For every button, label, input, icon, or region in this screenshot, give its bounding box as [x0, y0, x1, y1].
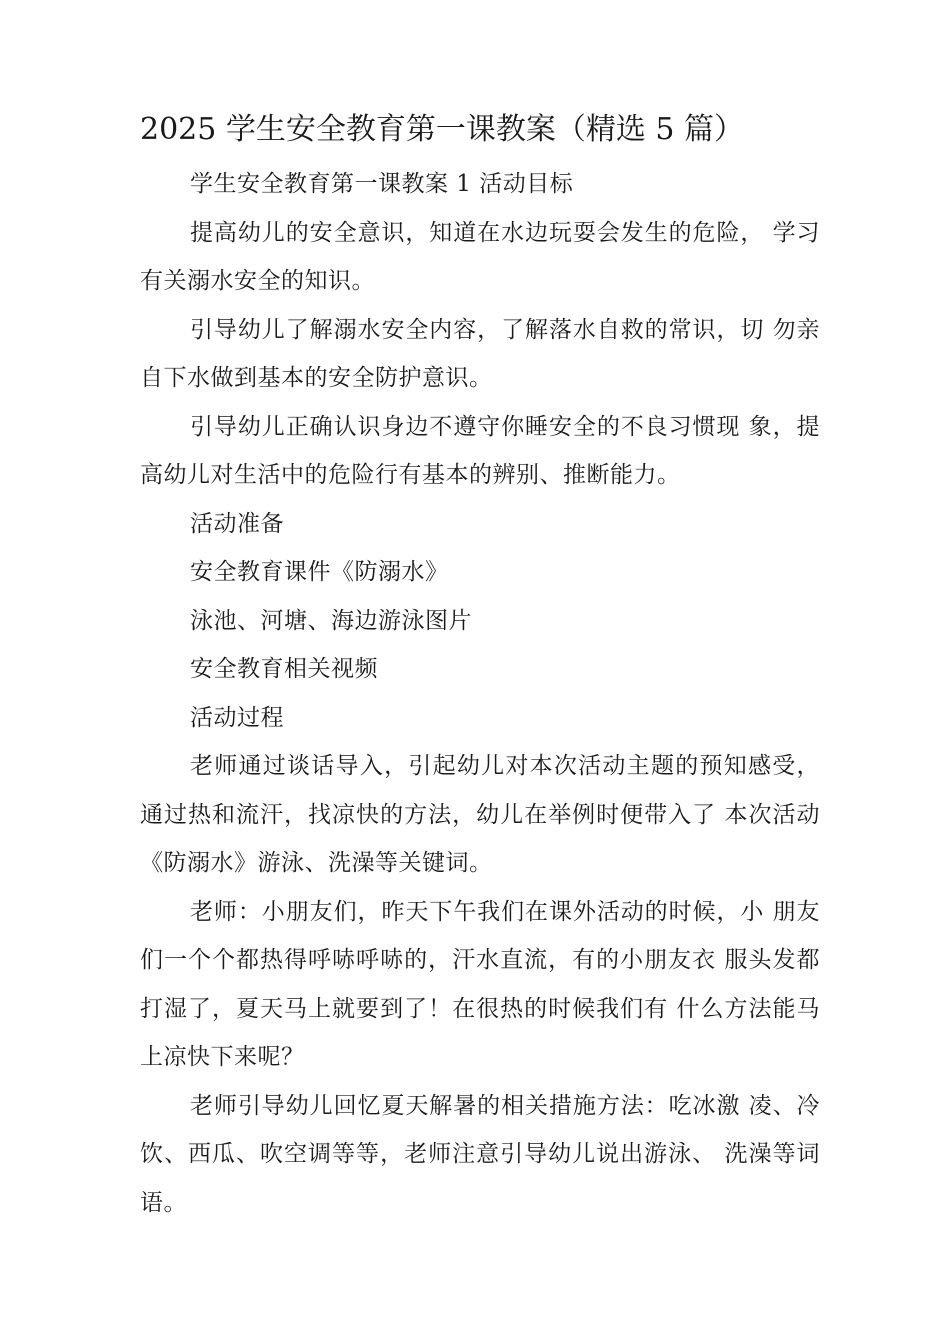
document-body [140, 160, 820, 1227]
paragraph-goal-3: 引导幼儿正确认识身边不遵守你睡安全的不良习惯现 象，提高幼儿对生活中的危险行有基本的辨别、推断能力。 [140, 413, 820, 488]
paragraph-goal-2: 引导幼儿了解溺水安全内容，了解落水自救的常识，切 勿亲自下水做到基本的安全防护意识。 [140, 316, 820, 391]
paragraph-lesson-heading: 学生安全教育第一课教案 1 活动目标 [190, 171, 574, 197]
document-title: 2025 学生安全教育第一课教案（精选 5 篇） [140, 112, 745, 147]
paragraph-process-1: 老师通过谈话导入，引起幼儿对本次活动主题的预知感受，通过热和流汗，找凉快的方法，幼儿在举例时便带入了 本次活动《防溺水》游泳、洗澡等关键词。 [140, 753, 820, 876]
paragraph-goal-1: 提高幼儿的安全意识，知道在水边玩耍会发生的危险， 学习有关溺水安全的知识。 [140, 219, 820, 294]
paragraph-preparation-1: 安全教育课件《防溺水》 [190, 559, 449, 585]
paragraph-process-2: 老师：小朋友们，昨天下午我们在课外活动的时候，小 朋友们一个个都热得呼哧呼哧的，汗水直流，有的小朋友衣 服头发都打湿了，夏天马上就要到了！在很热的时候我们有 什么方法能马上凉快下来呢？ [140, 898, 820, 1070]
paragraph-process-3: 老师引导幼儿回忆夏天解暑的相关措施方法：吃冰激 凌、冷饮、西瓜、吹空调等等，老师注意引导幼儿说出游泳、 洗澡等词语。 [140, 1092, 820, 1216]
paragraph-preparation-heading: 活动准备 [190, 510, 284, 537]
paragraph-preparation-3: 安全教育相关视频 [190, 656, 378, 682]
paragraph-preparation-2: 泳池、河塘、海边游泳图片 [190, 607, 472, 634]
paragraph-process-heading: 活动过程 [190, 704, 284, 731]
